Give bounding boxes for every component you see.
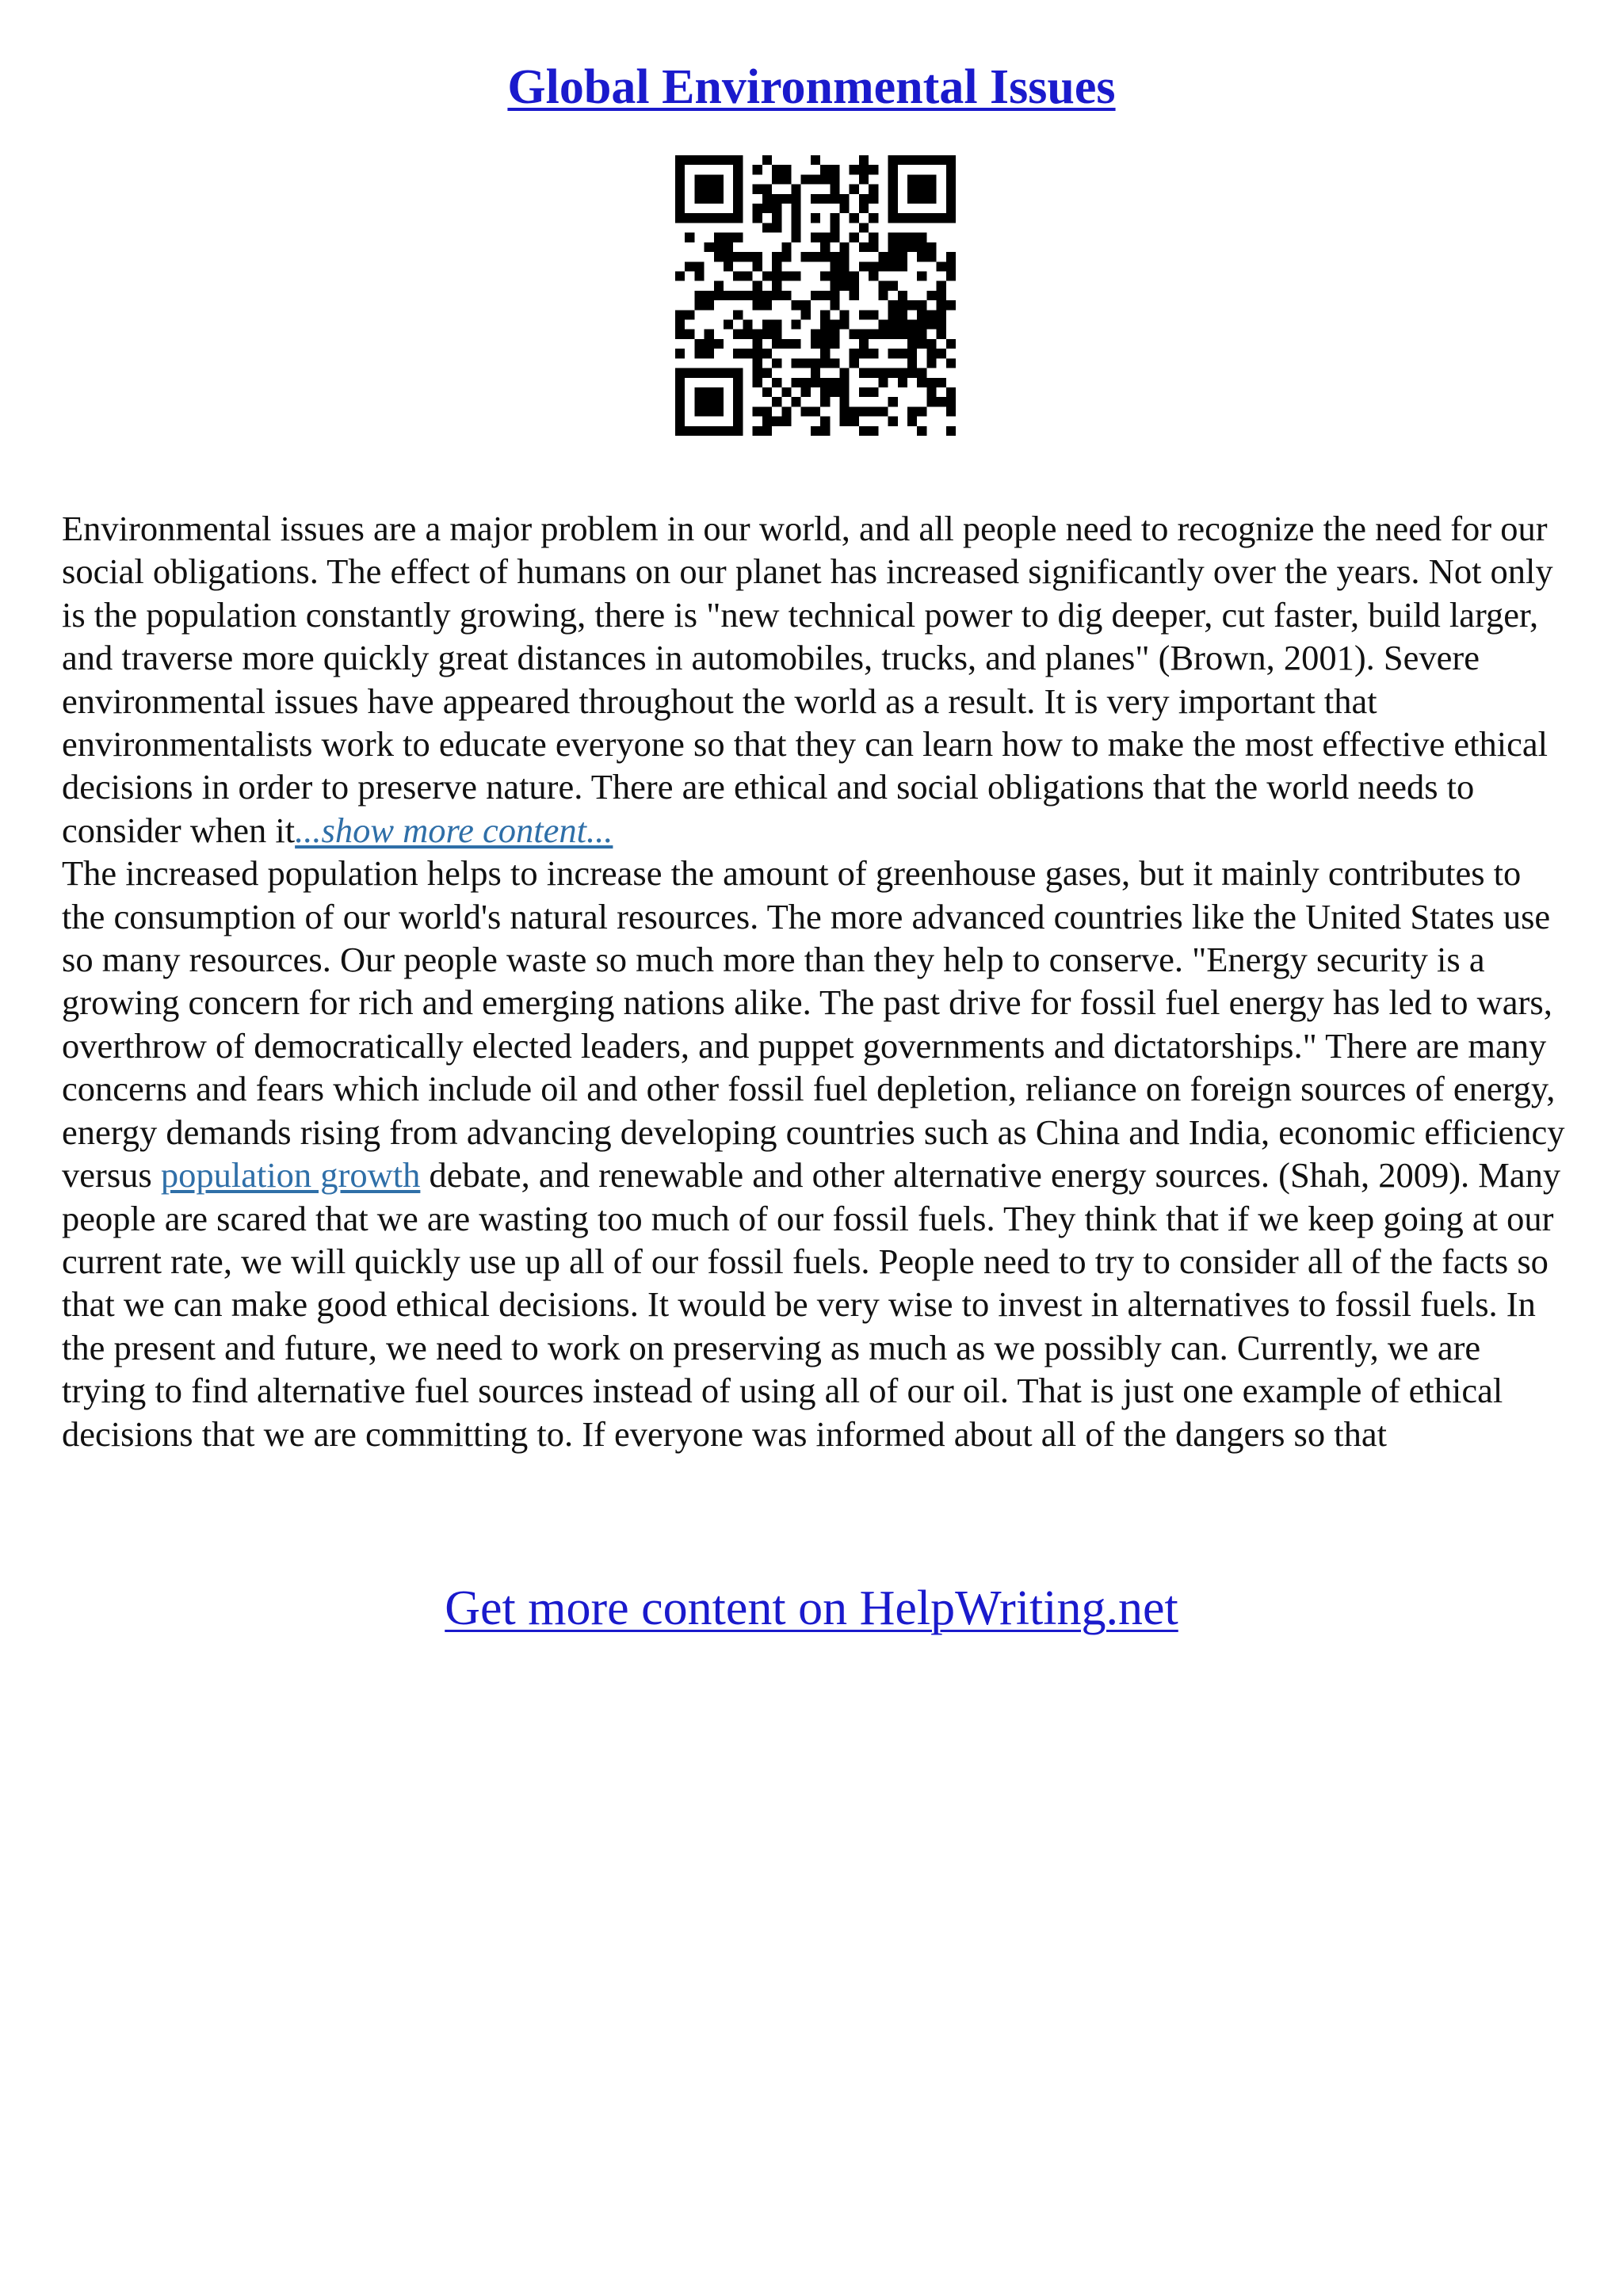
population-growth-link[interactable]: population growth bbox=[160, 1155, 421, 1196]
show-more-link[interactable]: ...show more content... bbox=[295, 810, 613, 850]
footer bbox=[0, 1577, 1623, 1640]
paragraph-2-text-after: debate, and renewable and other alternative energy sources. (Shah, 2009). Many people are scared that we are wasting too much of our fossil fuels. They think that if we keep going at our current rate, we will quickly use up all of our fossil fuels. People need to try to consider all of the facts so that we can make good ethical decisions. It would be very wise to invest in alternatives to fossil fuels. In the present and future, we need to work on preserving as much as we possibly can. Currently, we are trying to find alternative fuel sources instead of using all of our oil. That is just one example of ethical decisions that we are committing to. If everyone was informed about all of the dangers so that bbox=[62, 1155, 1561, 1454]
qr-code bbox=[675, 155, 956, 436]
article-body bbox=[62, 507, 1568, 1455]
paragraph-2-text-before: The increased population helps to increase the amount of greenhouse gases, but it mainly contributes to the consumption of our world's natural resources. The more advanced countries like the United States use so many resources. Our people waste so much more than they help to conserve. "Energy security is a growing concern for rich and emerging nations alike. The past drive for fossil fuel energy has led to wars, overthrow of democratically elected leaders, and puppet governments and dictatorships." There are many concerns and fears which include oil and other fossil fuel depletion, reliance on foreign sources of energy, energy demands rising from advancing developing countries such as China and India, economic efficiency versus bbox=[62, 853, 1565, 1196]
helpwriting-link[interactable]: Get more content on HelpWriting.net bbox=[445, 1581, 1178, 1635]
title-link[interactable]: Global Environmental Issues bbox=[507, 60, 1116, 114]
paragraph-2 bbox=[62, 852, 1568, 1455]
paragraph-1-text: Environmental issues are a major problem in our world, and all people need to recognize the need for our social obligations. The effect of humans on our planet has increased significantly over the years. Not only is the population constantly growing, there is "new technical power to dig deeper, cut faster, build larger, and traverse more quickly great distances in automobiles, trucks, and planes" (Brown, 2001). Severe environmental issues have appeared throughout the world as a result. It is very important that environmentalists work to educate everyone so that they can learn how to make the most effective ethical decisions in order to preserve nature. There are ethical and social obligations that the world needs to consider when it bbox=[62, 509, 1553, 850]
paragraph-1 bbox=[62, 507, 1568, 852]
qr-code-icon bbox=[675, 155, 956, 436]
document-title bbox=[0, 55, 1623, 119]
